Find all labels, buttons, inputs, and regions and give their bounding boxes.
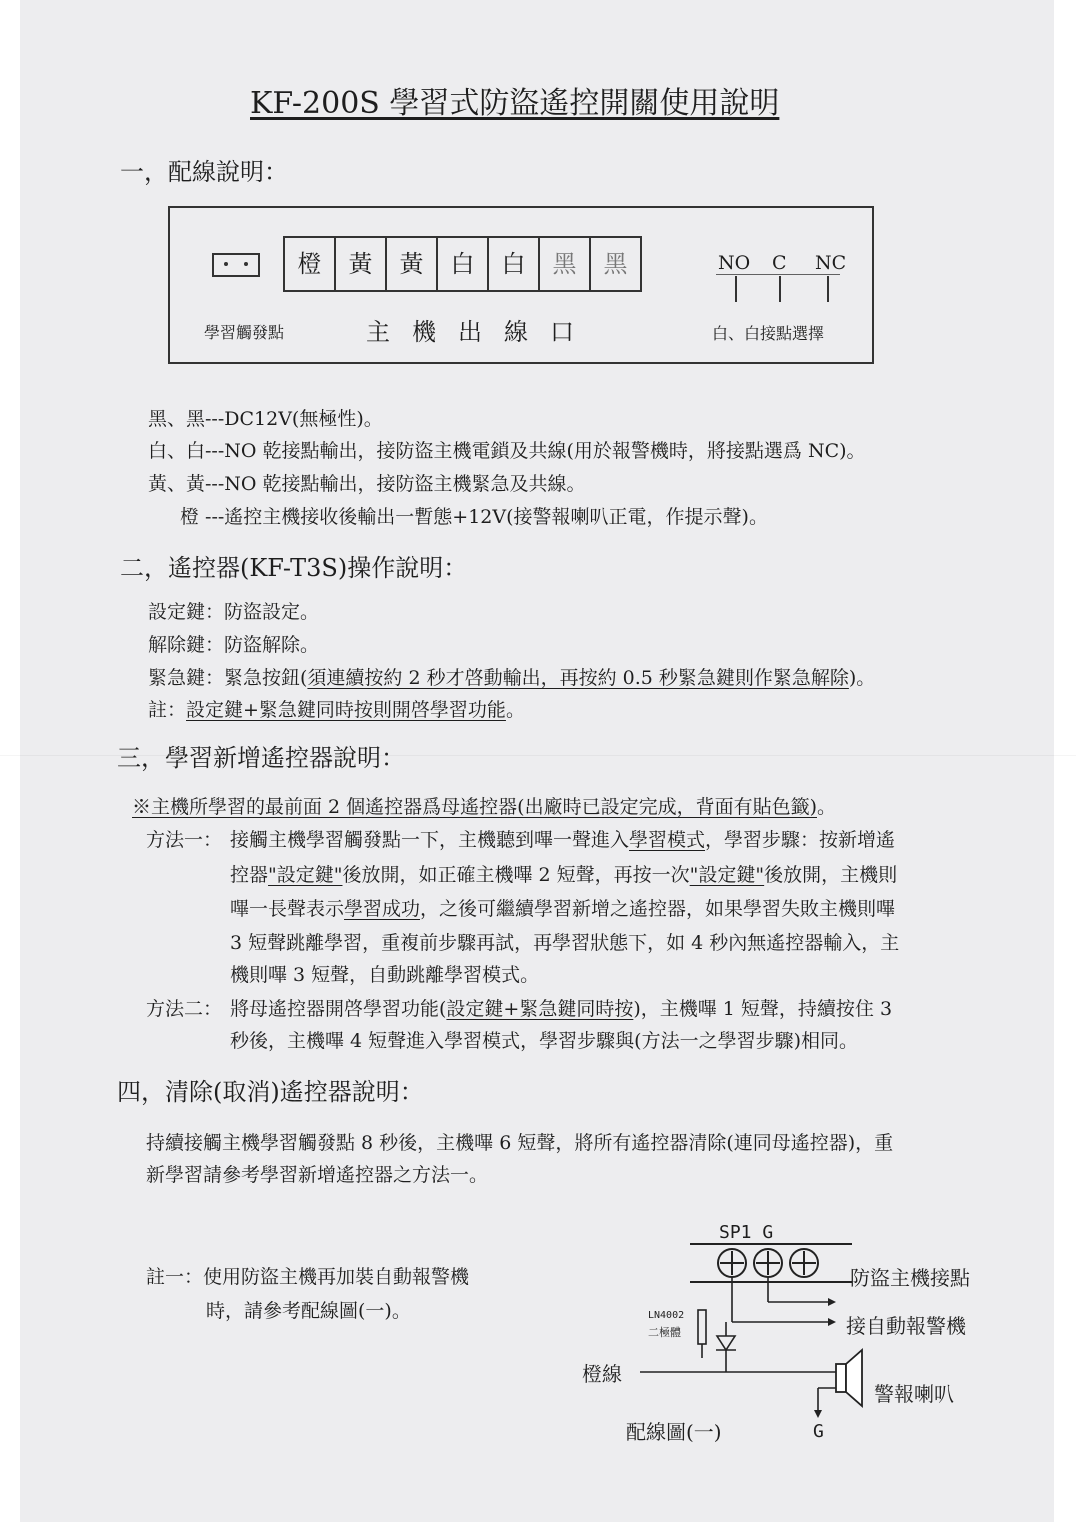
text-part: 。 (505, 699, 525, 721)
diagram-caption: 配線圖(一) (626, 1420, 722, 1444)
text-part: ，之後可繼續學習新增之遙控器，如果學習失敗主機則嗶 (420, 898, 896, 920)
text-part: 接觸主機學習觸發點一下，主機聽到嗶一聲進入 (230, 829, 630, 851)
terminal-label: SP1 G (719, 1222, 774, 1243)
text-part: )。 (848, 667, 876, 689)
diode-name-label: 二極體 (648, 1326, 681, 1339)
wire-cell: 白 (436, 236, 489, 292)
method-1-line-2 (230, 860, 897, 887)
set-key-desc: 設定鍵：防盜設定。 (148, 601, 320, 623)
learning-note (148, 695, 525, 722)
release-key-desc: 解除鍵：防盜解除。 (148, 634, 320, 656)
wire-cell: 黑 (538, 236, 591, 292)
text-underlined: 設定鍵+緊急鍵同時按則開啓學習功能 (186, 699, 506, 721)
method-1-line-4: 3 短聲跳離學習，重複前步驟再試，再學習狀態下，如 4 秒內無遙控器輸入，主 (230, 932, 900, 954)
note-1-line-1: 註一：使用防盜主機再加裝自動報警機 (146, 1266, 470, 1288)
clear-line-2: 新學習請參考學習新增遙控器之方法一。 (146, 1164, 489, 1186)
wire-desc-yellow: 黃、黃---NO 乾接點輸出，接防盜主機緊急及共線。 (148, 473, 586, 495)
contact-no: NO (718, 252, 751, 274)
wire-cell: 黃 (334, 236, 387, 292)
wire-cell: 黃 (385, 236, 438, 292)
section-3-heading: 三，學習新增遙控器說明： (117, 744, 405, 772)
wire-desc-white: 白、白---NO 乾接點輸出，接防盜主機電鎖及共線(用於報警機時，將接點選爲 NC)。 (148, 440, 866, 462)
master-remote-note (132, 792, 836, 819)
wire-cell: 橙 (283, 236, 336, 292)
main-output-label: 主機出線口 (366, 318, 596, 346)
note-1-line-2: 時，請參考配線圖(一)。 (206, 1300, 411, 1322)
text-part: 緊急鍵：緊急按鈕( (148, 667, 308, 689)
text-part: 後放開，主機則 (764, 864, 898, 886)
text-underlined: "設定鍵" (268, 864, 343, 886)
contact-c: C (772, 252, 787, 274)
method-2-line-1 (230, 994, 892, 1021)
clear-line-1: 持續接觸主機學習觸發點 8 秒後，主機嗶 6 短聲，將所有遙控器清除(連同母遙控器)，重 (146, 1132, 894, 1154)
text-part: 。 (817, 796, 837, 818)
text-underlined: 學習成功 (344, 898, 421, 920)
contact-leads-icon (714, 274, 844, 304)
contact-nc: NC (815, 252, 847, 274)
method-2-line-2: 秒後，主機嗶 4 短聲進入學習模式，學習步驟與(方法一之學習步驟)相同。 (230, 1030, 858, 1052)
text-part: 註： (148, 699, 187, 721)
wire-cell: 黑 (589, 236, 642, 292)
section-4-heading: 四，清除(取消)遙控器說明： (117, 1078, 424, 1106)
text-underlined: 設定鍵+緊急鍵同時按 (446, 998, 634, 1020)
wire-terminal-row (283, 236, 642, 292)
text-part: 控器 (230, 864, 269, 886)
emergency-key-desc (148, 663, 875, 690)
wire-desc-orange: 橙 ---遙控主機接收後輸出一暫態+12V(接警報喇叭正電，作提示聲)。 (180, 506, 768, 528)
auto-alarm-label: 接自動報警機 (846, 1314, 966, 1338)
method-1-line-1 (230, 825, 895, 852)
speaker-label: 警報喇叭 (874, 1382, 954, 1406)
diode-part-label: LN4002 (648, 1310, 685, 1321)
main-contact-label: 防盜主機接點 (850, 1266, 970, 1290)
method-1-label: 方法一： (146, 829, 223, 851)
wire-cell: 白 (487, 236, 540, 292)
text-underlined: 須連續按約 2 秒才啓動輸出，再按約 0.5 秒緊急鍵則作緊急解除 (307, 667, 849, 689)
text-part: ，學習步驟：按新增遙 (705, 829, 896, 851)
text-underlined: "設定鍵" (689, 864, 765, 886)
ground-label: G (813, 1421, 824, 1442)
method-2-label: 方法二： (146, 998, 223, 1020)
text-underlined: ※主機所學習的最前面 2 個遙控器爲母遙控器(出廠時已設定完成，背面有貼色籤) (132, 796, 817, 818)
text-underlined: 學習模式 (629, 829, 706, 851)
text-part: 嗶一長聲表示 (230, 898, 345, 920)
learning-trigger-icon (212, 253, 260, 277)
text-part: 後放開，如正確主機嗶 2 短聲，再按一次 (342, 864, 690, 886)
page-title: KF-200S 學習式防盜遙控開關使用說明 (250, 86, 780, 121)
section-2-heading: 二，遙控器(KF-T3S)操作說明： (120, 554, 468, 582)
section-1-heading: 一，配線說明： (120, 158, 288, 186)
text-part: 將母遙控器開啓學習功能( (230, 998, 447, 1020)
wire-desc-black: 黑、黑---DC12V(無極性)。 (148, 408, 383, 430)
method-1-line-3 (230, 894, 895, 921)
contact-select-label: 白、白接點選擇 (712, 324, 825, 343)
trigger-label: 學習觸發點 (204, 323, 285, 342)
method-1-line-5: 機則嗶 3 短聲，自動跳離學習模式。 (230, 964, 540, 986)
orange-wire-label: 橙線 (582, 1362, 622, 1386)
text-part: )，主機嗶 1 短聲，持續按住 3 (633, 998, 893, 1020)
